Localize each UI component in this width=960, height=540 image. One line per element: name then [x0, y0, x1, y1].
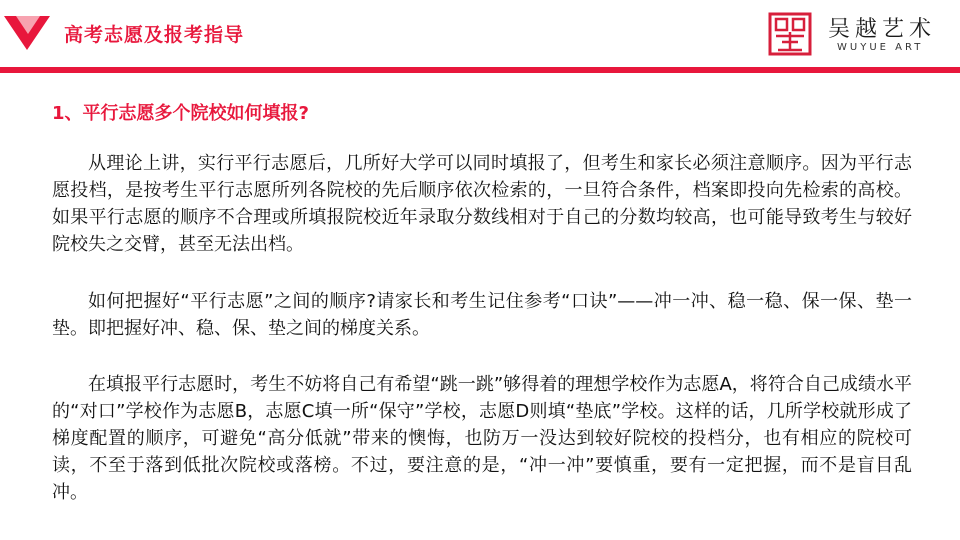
triangle-logo-icon — [0, 0, 56, 60]
paragraph-1: 从理论上讲，实行平行志愿后，几所好大学可以同时填报了，但考生和家长必须注意顺序。因为平行志愿投档，是按考生平行志愿所列各院校的先后顺序依次检索的，一旦符合条件，档案即投向先检索的高校。如果平行志愿的顺序不合理或所填报院校近年录取分数线相对于自己的分数均较高，也可能导致考生与较好院校失之交臂，甚至无法出档。 — [52, 153, 912, 255]
header-title: 高考志愿及报考指导 — [64, 24, 245, 46]
brand-logo — [768, 10, 948, 60]
brand-name: 吴越艺术 — [828, 17, 937, 42]
seal-icon — [768, 12, 812, 56]
paragraph-2: 如何把握好“平行志愿”之间的顺序?请家长和考生记住参考“口诀”——冲一冲、稳一稳、保一保、垫一垫。即把握好冲、稳、保、垫之间的梯度关系。 — [52, 291, 912, 339]
paragraph-3: 在填报平行志愿时，考生不妨将自己有希望“跳一跳”够得着的理想学校作为志愿A，将符合自己成绩水平的“对口”学校作为志愿B，志愿C填一所“保守”学校，志愿D则填“垫底”学校。这样的话，几所学校就形成了梯度配置的顺序，可避免“高分低就”带来的懊悔，也防万一没达到较好院校的投档分，也有相应的院校可读，不至于落到低批次院校或落榜。不过，要注意的是，“冲一冲”要慎重，要有一定把握，而不是盲目乱冲。 — [52, 374, 912, 503]
brand-subtitle: WUYUE ART — [837, 42, 924, 53]
header — [0, 0, 960, 70]
header-divider — [0, 67, 960, 73]
section-title: 1、平行志愿多个院校如何填报? — [52, 103, 309, 124]
